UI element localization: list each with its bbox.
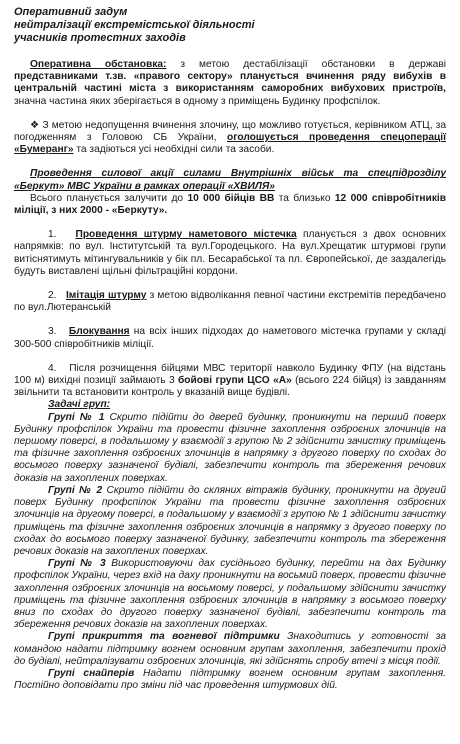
title-line-1: Оперативний задум [14,6,128,18]
item-text: Після розчищення бійцями МВС території навколо Будинку ФПУ (на відстань 100 м) вихідні позиції займають 3 [14,362,446,387]
operation-heading-text: Проведення силової акції силами Внутрішніх військ та спецпідрозділу «Беркут» МВС України в рамках операції «ХВИЛЯ» [14,168,446,192]
operation-bold-2: 12 000 співробітників міліції, з них 2000 - «Беркуту». [14,192,447,217]
operation-heading [14,168,446,192]
group-task [14,485,446,558]
group-text: Використовуючи дах сусіднього будинку, перейти на дах Будинку профспілок України, через вхід на даху проникнути на восьмий поверх, провести фізичне захоплення озброєних злочинців на восьмому поверсі, у подальшому здійснити зачистку приміщень та фізичне захоплення озброєних злочинців в напрямку з восьмого поверху вниз по сходах до другого поверху зазначеної будівлі, забезпечити контроль та збереження речових доказів на захоплених поверхах. [14,558,446,631]
tasks-label-row [14,399,446,411]
title-line-3: учасників протестних заходів [14,32,186,44]
group-task [14,558,446,631]
operation-text-2: та близько [274,192,335,204]
title-line-2: нейтралізації екстремістської діяльності [14,19,255,31]
item-number: 4. [48,362,57,374]
item-number: 3. [48,326,57,338]
operation-bold-1: 10 000 бійців ВВ [187,192,275,204]
group-text: Скрито підійти до скляних вітражів будинку, проникнути на другий поверх Будинку профспілок України та провести фізичне захоплення озброєних злочинців на другому поверсі, в подальшому у взаємодії з групою № 1 здійснити зачистку приміщень та фізичне захоплення озброєних злочинців в напрямку з другого поверху по сходах до восьмого поверху зазначеної будинку, забезпечити контроль та збереження речових доказів на захоплених поверхах. [14,484,447,557]
group-text: Скрито підійти до дверей будинку, проникнути на перший поверх Будинку профспілок України та провести фізичне захоплення озброєних злочинців на першому поверсі, в подальшому у взаємодії з групою № 2 здійснити зачистку приміщень та фізичне захоплення озброєних злочинців в напрямку з другого поверху по сходах до восьмого поверху зазначеної будівлі, забезпечити контроль та збереження речових доказів на захоплених поверхах. [14,411,446,484]
group-task [14,631,446,668]
group-task [14,668,446,692]
group-name: Групі снайперів [48,667,135,679]
operation-text-1: Всього планується залучити до [30,192,188,204]
situation-text-1: з метою дестабілізації обстановки в державі [166,59,446,70]
situation-bold: представниками т.зв. «правого сектору» планується вчинення ряду вибухів в центральній частині міста з використанням саморобних вибухових пристроїв, [14,71,446,95]
item-number: 1. [48,229,57,241]
situation-text-2: значна частина яких зберігається в одному з приміщень Будинку профспілок. [14,95,381,107]
item-text: з метою відволікання певної частини екстремітів передбачено по вул.Лютеранській [14,290,446,314]
item-4 [14,363,446,400]
group-text: Надати підтримку вогнем основним групам захоплення. Постійно доповідати про зміни під час проведення штурмових дій. [14,667,447,692]
item-text: на всіх інших підходах до наметового містечка групами у складі 300-500 співробітників міліції. [14,326,446,350]
document-title [14,6,446,45]
group-name: Групі № 1 [48,411,105,423]
item-bold-2: бойові групи ЦСО «А» [178,375,292,387]
bullet-bold: оголошується проведення спецоперації «Бумеранг» [14,132,446,156]
group-task [14,412,446,485]
bullet-paragraph [14,120,446,157]
situation-paragraph [14,59,446,108]
item-bold: Блокування [68,326,130,338]
item-2 [14,290,446,314]
item-bold: Проведення штурму наметового містечка [75,229,297,241]
operation-forces [14,193,446,217]
bullet-text-2: та задіються усі необхідні сили та засоби. [73,144,275,156]
tasks-label: Задачі груп: [48,399,111,411]
bullet-icon: ❖ [30,119,40,131]
group-name: Групі № 3 [48,558,106,570]
item-1 [14,229,446,278]
bullet-text-1: З метою недопущення вчинення злочину, що можливо готується, керівником АТЦ, за погодженням з Головою СБ України, [14,119,446,144]
item-number: 2. [48,290,57,302]
group-text: Знаходитись у готовності за командою надати підтримку вогнем основним групам захоплення, забезпечити прохід до будівлі, нейтралізувати озброєних злочинців, які здійснять спробу втечі з місця події. [14,631,446,667]
item-bold: Імітація штурму [65,290,147,302]
item-text: планується з двох основних напрямків: по вул. Інститутській та вул.Городецького. На вул.Хрещатик штурмові групи витіснятимуть мітингувальників у бік пл. Бесарабської та пл. Європейської, де заздалегідь будуть виставлені щільні фільтраційні кордони. [14,229,447,277]
group-name: Групі № 2 [48,484,103,496]
item-text-2: (всього 224 бійця) із завданням звільнити та встановити контроль у вказаній вище будівлі. [14,375,446,399]
group-name: Групі прикриття та вогневої підтримки [48,631,280,643]
situation-label: Оперативна обстановка: [30,59,167,70]
item-3 [14,326,446,350]
